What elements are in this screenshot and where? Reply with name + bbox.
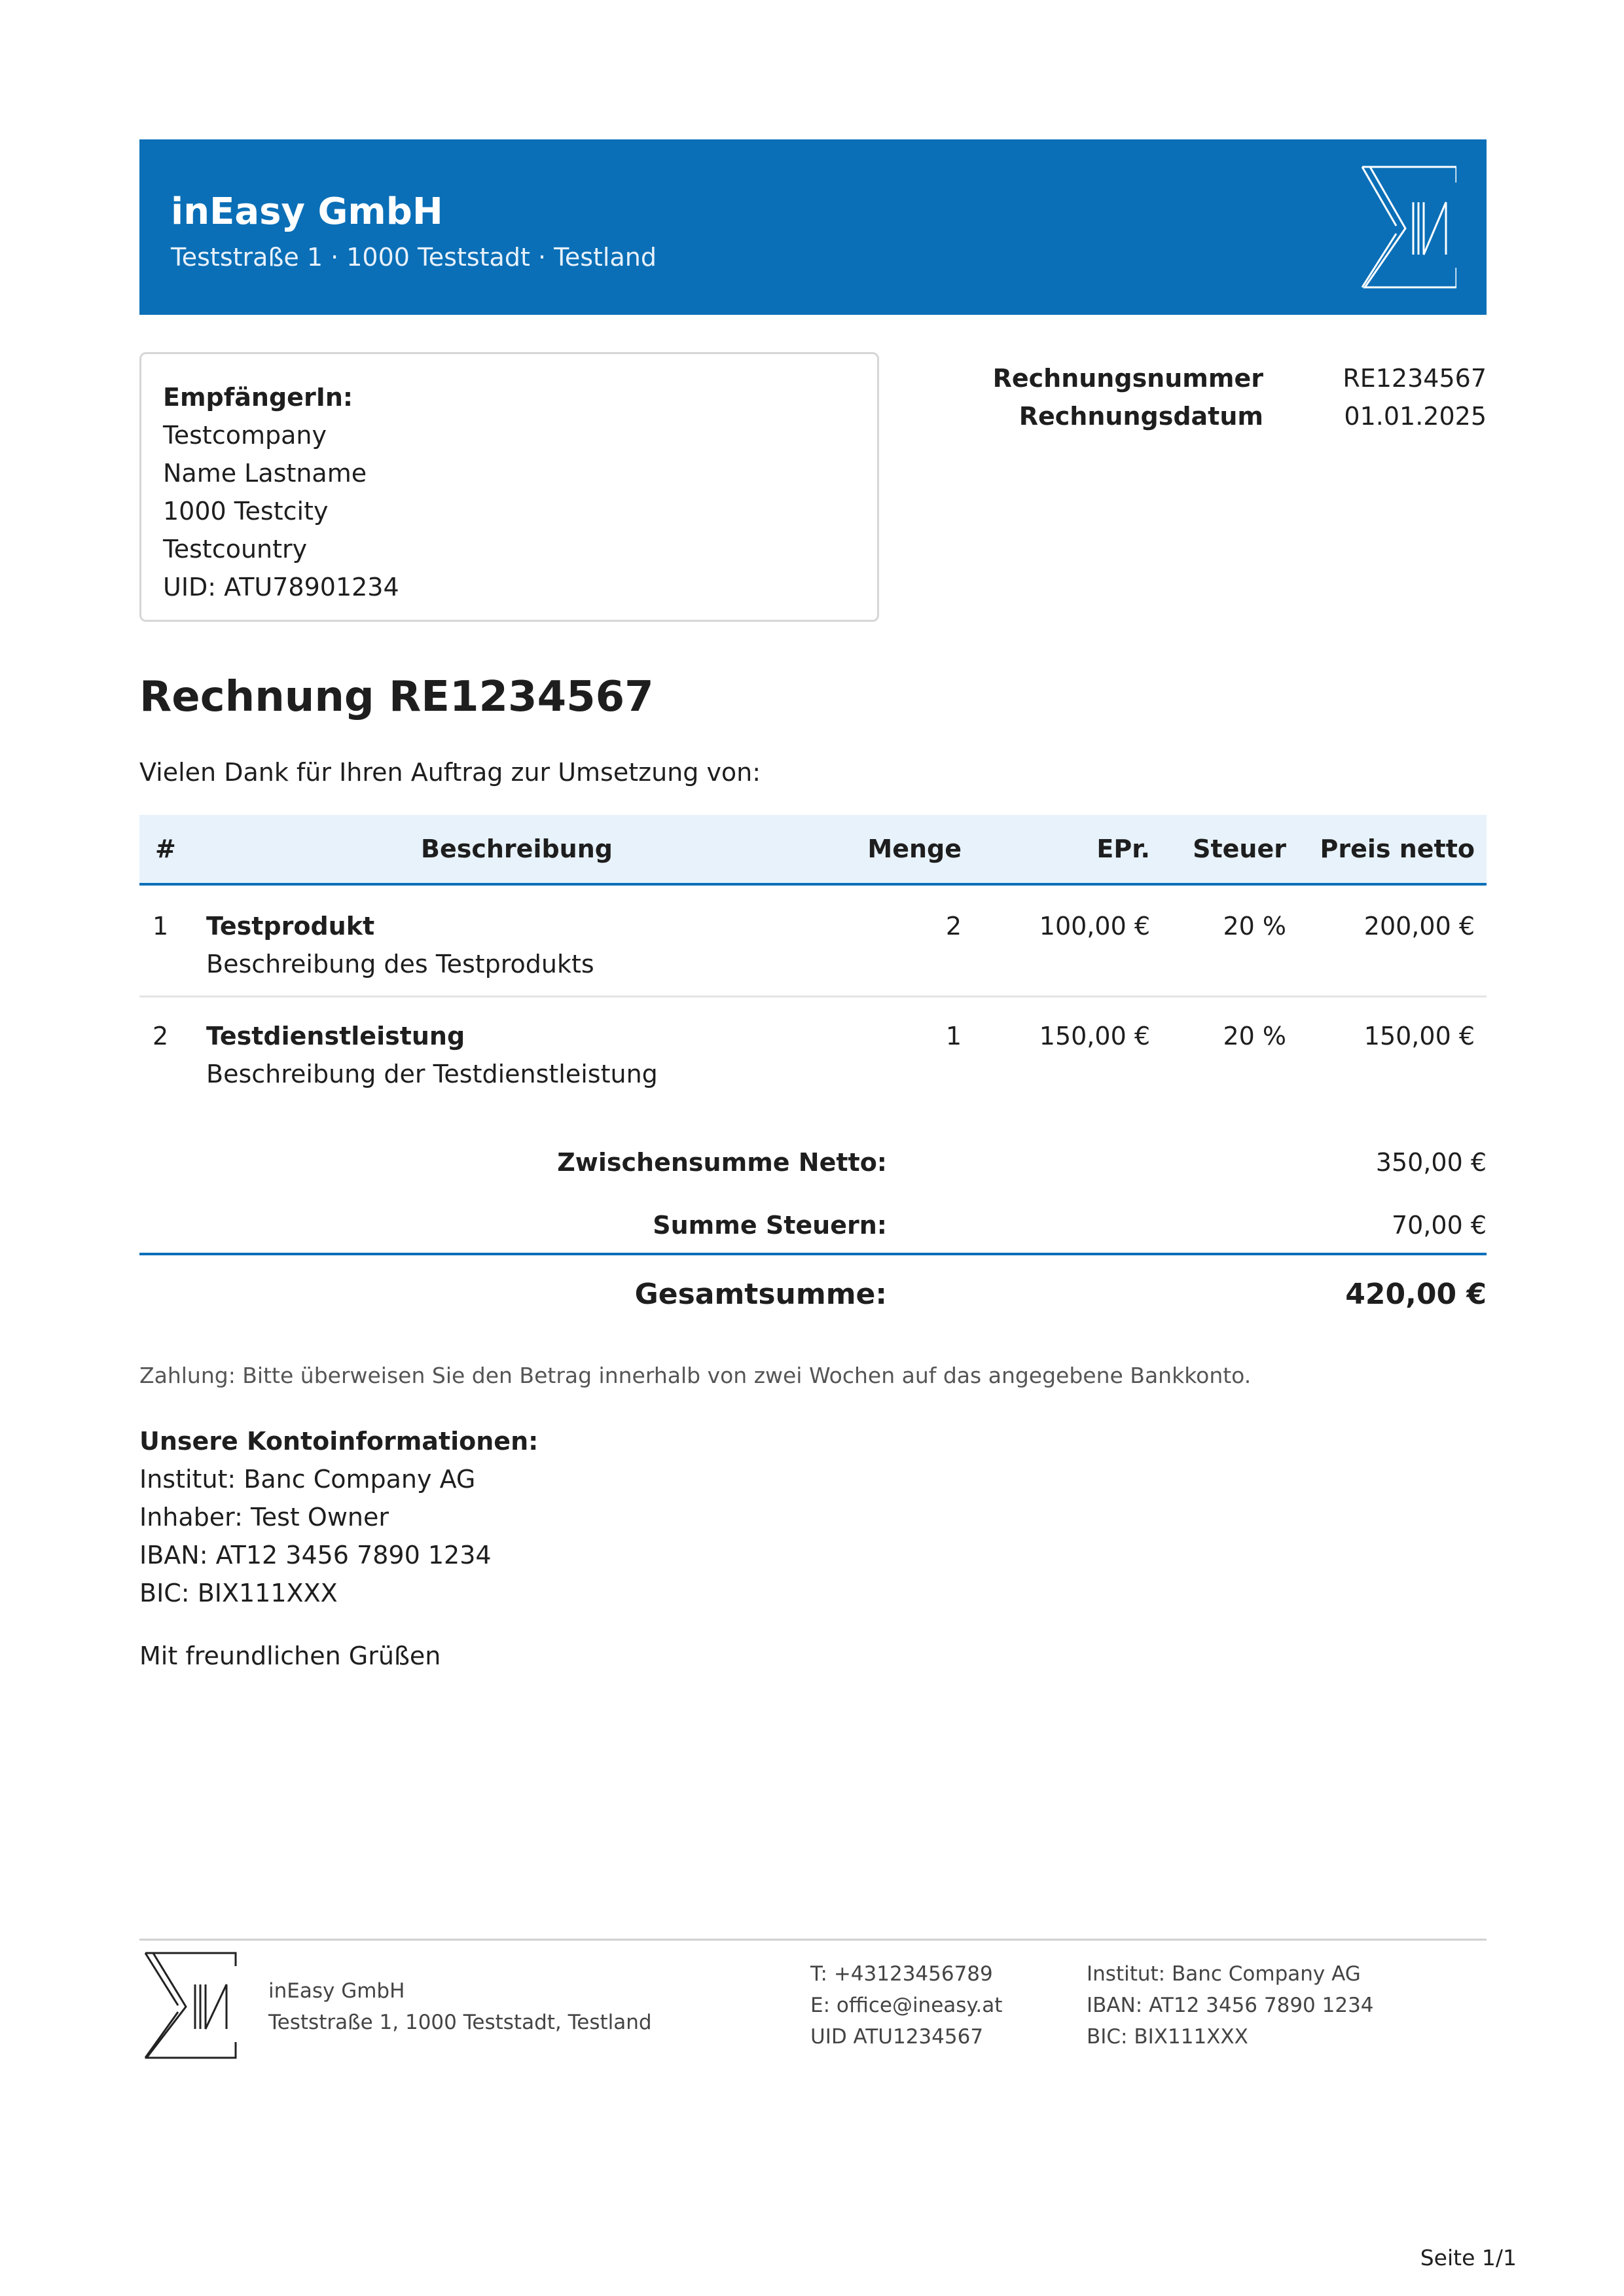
invoice-number-label: Rechnungsnummer [992, 364, 1263, 393]
item-net-price: 200,00 € [1363, 912, 1475, 941]
footer-divider [139, 1939, 1487, 1941]
item-unit-price: 150,00 € [1039, 1022, 1150, 1050]
table-row [139, 996, 1487, 1105]
bank-line: Inhaber: Test Owner [139, 1503, 389, 1532]
item-description: Beschreibung der Testdienstleistung [206, 1060, 658, 1088]
item-name: Testprodukt [206, 912, 375, 941]
footer-bank-institute: Institut: Banc Company AG [1087, 1962, 1361, 1986]
item-description: Beschreibung des Testprodukts [206, 950, 594, 978]
invoice-title: Rechnung RE1234567 [139, 673, 654, 721]
recipient-box [139, 352, 879, 622]
recipient-line: 1000 Testcity [163, 497, 329, 526]
footer-uid: UID ATU1234567 [810, 2025, 984, 2049]
recipient-line: Testcompany [163, 421, 327, 450]
recipient-line: Testcountry [163, 535, 308, 564]
footer-bank-iban: IBAN: AT12 3456 7890 1234 [1087, 1994, 1374, 2017]
bank-heading: Unsere Kontoinformationen: [139, 1427, 539, 1456]
tax-total-label: Summe Steuern: [653, 1211, 887, 1240]
invoice-date-value: 01.01.2025 [1344, 402, 1487, 431]
row-number: 1 [153, 912, 169, 941]
grand-total-label: Gesamtsumme: [634, 1278, 887, 1311]
grand-total-value: 420,00 € [1345, 1278, 1487, 1311]
row-number: 2 [153, 1022, 169, 1050]
invoice-number-value: RE1234567 [1343, 364, 1487, 393]
column-header-net-price: Preis netto [1320, 834, 1475, 863]
subtotal-label: Zwischensumme Netto: [557, 1148, 887, 1177]
recipient-line: Name Lastname [163, 459, 367, 488]
column-header-number: # [155, 834, 176, 863]
totals-divider [139, 1253, 1487, 1255]
company-name: inEasy GmbH [171, 190, 443, 233]
column-header-description: Beschreibung [421, 834, 613, 863]
bank-line: IBAN: AT12 3456 7890 1234 [139, 1541, 492, 1570]
invoice-header [139, 139, 1487, 315]
payment-note: Zahlung: Bitte überweisen Sie den Betrag innerhalb von zwei Wochen auf das angegebene Bankkonto. [139, 1363, 1252, 1388]
invoice-date-label: Rechnungsdatum [1019, 402, 1263, 431]
bank-line: BIC: BIX111XXX [139, 1579, 338, 1607]
footer-email: E: office@ineasy.at [810, 1994, 1003, 2017]
footer-address: Teststraße 1, 1000 Teststadt, Testland [268, 2011, 652, 2034]
table-row [139, 886, 1487, 997]
company-logo-icon [1358, 163, 1456, 291]
subtotal-value: 350,00 € [1375, 1148, 1487, 1177]
item-tax: 20 % [1223, 1022, 1286, 1050]
item-quantity: 2 [945, 912, 962, 941]
intro-text: Vielen Dank für Ihren Auftrag zur Umsetzung von: [139, 758, 761, 787]
recipient-line: UID: ATU78901234 [163, 573, 399, 601]
column-header-quantity: Menge [867, 834, 962, 863]
company-address: Teststraße 1 · 1000 Teststadt · Testland [171, 243, 657, 272]
footer-bank-bic: BIC: BIX111XXX [1087, 2025, 1248, 2049]
bank-line: Institut: Banc Company AG [139, 1465, 476, 1494]
item-quantity: 1 [945, 1022, 962, 1050]
column-header-unit-price: EPr. [1096, 834, 1150, 863]
footer-company: inEasy GmbH [268, 1979, 405, 2003]
footer-logo-icon [143, 1950, 237, 2060]
table-header [139, 815, 1487, 886]
item-name: Testdienstleistung [206, 1022, 465, 1050]
page-number: Seite 1/1 [1420, 2245, 1517, 2270]
closing-text: Mit freundlichen Grüßen [139, 1641, 441, 1670]
column-header-tax: Steuer [1193, 834, 1286, 863]
tax-total-value: 70,00 € [1391, 1211, 1487, 1240]
item-unit-price: 100,00 € [1039, 912, 1150, 941]
item-tax: 20 % [1223, 912, 1286, 941]
recipient-label: EmpfängerIn: [163, 383, 353, 412]
footer-phone: T: +43123456789 [810, 1962, 993, 1986]
item-net-price: 150,00 € [1363, 1022, 1475, 1050]
